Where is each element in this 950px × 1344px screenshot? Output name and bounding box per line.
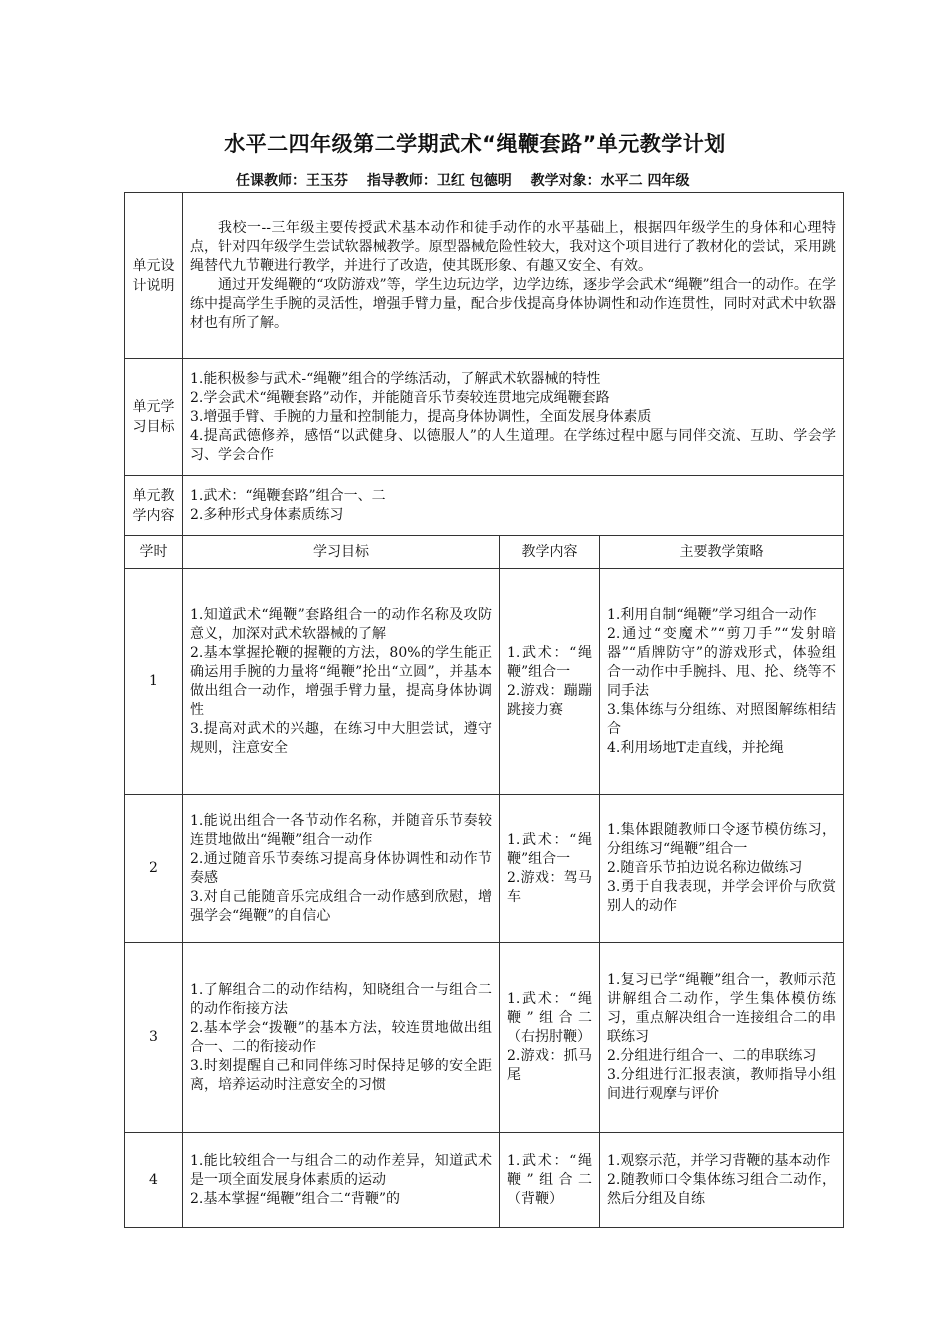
design-text [183,193,844,359]
strategy-item: 1.观察示范，并学习背鞭的基本动作 [607,1152,831,1169]
lesson-row [125,795,844,943]
goal-item: 2.学会武术“绳鞭套路”动作，并能随音乐节奏较连贯地完成绳鞭套路 [190,389,610,406]
strategy-item: 1.复习已学“绳鞭”组合一，教师示范讲解组合二动作，学生集体模仿练习，重点解决组合一连接组合二的串联练习 [607,972,836,1045]
goal-item: 3.增强手臂、手腕的力量和控制能力，提高身体协调性，全面发展身体素质 [190,408,652,425]
lesson-row [125,569,844,795]
goals-list [183,359,844,476]
content-item: 1.武术：“绳鞭套路”组合一、二 [190,487,386,504]
strategy-item: 2.随教师口令集体练习组合二动作，然后分组及自练 [607,1171,836,1207]
lesson-number: 4 [125,1133,183,1228]
strategy-item: 3.分组进行汇报表演，教师指导小组间进行观摩与评价 [607,1067,836,1102]
lesson-strategies [600,943,844,1133]
content-item: 1.武术：“绳鞭”组合二（右拐肘鞭） [507,991,592,1045]
strategy-item: 3.勇于自我表现，并学会评价与欣赏别人的动作 [607,879,836,914]
target-label: 教学对象：水平二 四年级 [530,173,690,189]
objective-item: 1.知道武术“绳鞭”套路组合一的动作名称及攻防意义，加深对武术软器械的了解 [190,606,492,642]
advisor-label: 指导教师：卫红 包德明 [366,173,512,189]
teacher-label: 任课教师：王玉芬 [236,173,348,189]
lesson-number: 1 [125,569,183,795]
lesson-content [500,795,600,943]
objective-item: 3.时刻提醒自己和同伴练习时保持足够的安全距离，培养运动时注意安全的习惯 [190,1057,492,1093]
header-content: 教学内容 [500,536,600,569]
content-item: 2.多种形式身体素质练习 [190,506,344,523]
strategy-item: 2.分组进行组合一、二的串联练习 [607,1048,817,1064]
objective-item: 1.能比较组合一与组合二的动作差异，知道武术是一项全面发展身体素质的运动 [190,1152,492,1188]
lesson-content [500,1133,600,1228]
header-objective: 学习目标 [183,536,500,569]
goals-row [125,359,844,476]
lesson-objectives [183,569,500,795]
lesson-objectives [183,1133,500,1228]
lesson-number: 3 [125,943,183,1133]
lesson-number: 2 [125,795,183,943]
subtitle [236,170,704,190]
lesson-objectives [183,943,500,1133]
design-paragraph: 我校一--三年级主要传授武术基本动作和徒手动作的水平基础上，根据四年级学生的身体和心理特点，针对四年级学生尝试软器械教学。原型器械危险性较大，我对这个项目进行了教材化的尝试，采用跳绳替代九节鞭进行教学，并进行了改造，使其既形象、有趣又安全、有效。 [190,219,836,274]
objective-item: 2.通过随音乐节奏练习提高身体协调性和动作节奏感 [190,850,492,886]
content-label: 单元教学内容 [125,476,183,536]
lesson-header-row [125,536,844,569]
objective-item: 1.了解组合二的动作结构，知晓组合一与组合二的动作衔接方法 [190,981,492,1017]
lesson-row [125,1133,844,1228]
objective-item: 2.基本掌握抡鞭的握鞭的方法，80%的学生能正确运用手腕的力量将“绳鞭”抡出“立圆”，并基本做出组合一动作，增强手臂力量，提高身体协调性 [190,644,492,718]
strategy-item: 1.利用自制“绳鞭”学习组合一动作 [607,606,817,623]
content-item: 1.武术：“绳鞭”组合一 [507,644,592,680]
header-strategy: 主要教学策略 [600,536,844,569]
strategy-item: 2.通过“变魔术”“剪刀手”“发射暗器”“盾牌防守”的游戏形式，体验组合一动作中手腕抖、甩、抡、绕等不同手法 [607,625,836,699]
objective-item: 2.基本学会“拨鞭”的基本方法，较连贯地做出组合一、二的衔接动作 [190,1019,492,1055]
content-item: 1.武术：“绳鞭”组合一 [507,831,592,867]
goals-label: 单元学习目标 [125,359,183,476]
lesson-content [500,943,600,1133]
design-paragraph: 通过开发绳鞭的“攻防游戏”等，学生边玩边学，边学边练，逐步学会武术“绳鞭”组合一的动作。在学练中提高学生手腕的灵活性，增强手臂力量，配合步伐提高身体协调性和动作连贯性，同时对武术中软器材也有所了解。 [190,276,836,331]
lesson-objectives [183,795,500,943]
content-row [125,476,844,536]
content-list [183,476,844,536]
lesson-strategies [600,569,844,795]
plan-table [124,192,844,1228]
content-item: 2.游戏：抓马尾 [507,1048,592,1083]
objective-item: 3.对自己能随音乐完成组合一动作感到欣慰，增强学会“绳鞭”的自信心 [190,888,492,924]
content-item: 2.游戏：驾马车 [507,869,592,905]
strategy-item: 3.集体练与分组练、对照图解练相结合 [607,701,836,737]
page-title: 水平二四年级第二学期武术“绳鞭套路”单元教学计划 [224,132,726,156]
strategy-item: 4.利用场地T走直线，并抡绳 [607,739,784,756]
strategy-item: 1.集体跟随教师口令逐节模仿练习，分组练习“绳鞭”组合一 [607,822,836,857]
lesson-strategies [600,1133,844,1228]
lesson-strategies [600,795,844,943]
lesson-content [500,569,600,795]
content-item: 1.武术：“绳鞭”组合二（背鞭） [507,1152,592,1207]
design-label: 单元设计说明 [125,193,183,359]
objective-item: 1.能说出组合一各节动作名称，并随音乐节奏较连贯地做出“绳鞭”组合一动作 [190,812,492,848]
design-row [125,193,844,359]
objective-item: 2.基本掌握“绳鞭”组合二“背鞭”的 [190,1190,400,1207]
strategy-item: 2.随音乐节拍边说名称边做练习 [607,860,803,876]
lesson-row [125,943,844,1133]
goal-item: 1.能积极参与武术-“绳鞭”组合的学练活动，了解武术软器械的特性 [190,370,601,387]
content-item: 2.游戏：蹦蹦跳接力赛 [507,682,592,718]
objective-item: 3.提高对武术的兴趣，在练习中大胆尝试，遵守规则，注意安全 [190,720,492,756]
header-lesson: 学时 [125,536,183,569]
goal-item: 4.提高武德修养，感悟“以武健身、以德服人”的人生道理。在学练过程中愿与同伴交流、互助、学会学习、学会合作 [190,427,836,463]
